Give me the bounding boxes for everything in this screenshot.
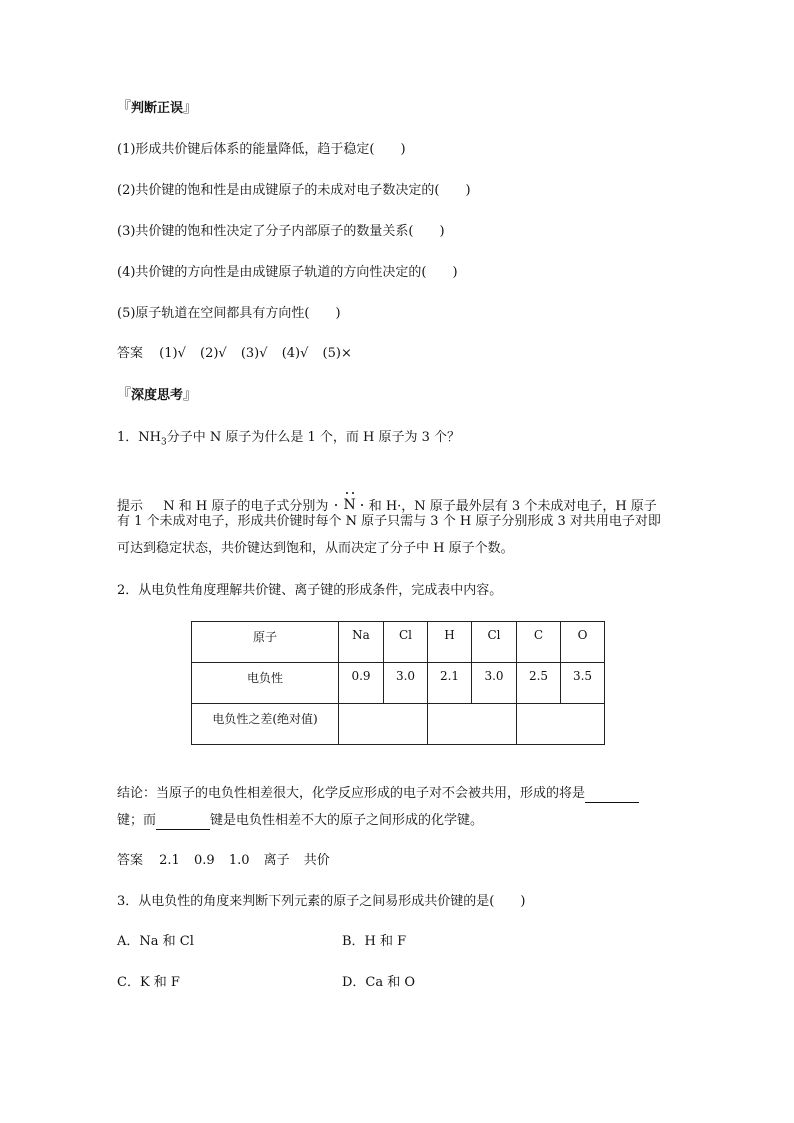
conclusion-line-1: 结论：当原子的电负性相差很大，化学反应形成的电子对不会被共用，形成的将是 — [117, 785, 639, 803]
hint-line-3: 可达到稳定状态，共价键达到饱和，从而决定了分子中 H 原子个数。 — [117, 541, 514, 556]
answer-item: (4)√ — [281, 346, 309, 361]
table-cell: 电负性之差(绝对值) — [192, 704, 339, 745]
conclusion-line-2: 键；而 键是电负性相差不大的原子之间形成的化学键。 — [117, 813, 484, 828]
option-c: C．K 和 F — [117, 975, 180, 990]
section-title-think: 『深度思考』 — [117, 387, 198, 403]
answer-item: 共价 — [303, 853, 330, 868]
table-cell: 3.0 — [472, 663, 517, 704]
judge-item-3: (3)共价键的饱和性决定了分子内部原子的数量关系( ) — [117, 224, 445, 239]
bracket-open: 『 — [117, 387, 131, 403]
answer-item: (1)√ — [159, 346, 186, 361]
fill-blank — [585, 788, 639, 803]
hint-line-2: 有 1 个未成对电子，形成共价键时每个 N 原子只需与 3 个 H 原子分别形成 3 对共用电子对即 — [117, 514, 661, 529]
table-row — [192, 663, 605, 704]
table-cell: 2.1 — [428, 663, 472, 704]
table-cell: 3.5 — [561, 663, 605, 704]
answer-item: (2)√ — [200, 346, 227, 361]
question-2: 2．从电负性角度理解共价键、离子键的形成条件，完成表中内容。 — [117, 583, 503, 598]
table-cell: Na — [339, 622, 384, 663]
judge-item-2: (2)共价键的饱和性是由成键原子的未成对电子数决定的( ) — [117, 183, 471, 198]
answer-item: 1.0 — [228, 853, 250, 868]
bracket-close: 』 — [183, 387, 198, 403]
judge-answer — [117, 345, 362, 363]
nitrogen-electron-formula: N — [333, 486, 365, 526]
electronegativity-table — [191, 621, 605, 745]
table-cell: C — [517, 622, 561, 663]
hint-line-1: 提示 N 和 H 原子的电子式分别为 N 和 H·，N 原子最外层有 3 个未成对电子，H 原子 — [117, 486, 657, 526]
answer-item: (3)√ — [240, 346, 268, 361]
judge-item-1: (1)形成共价键后体系的能量降低，趋于稳定( ) — [117, 142, 406, 157]
judge-item-5: (5)原子轨道在空间都具有方向性( ) — [117, 306, 341, 321]
answer-label: 答案 — [117, 853, 144, 868]
table-row — [192, 622, 605, 663]
table-row — [192, 704, 605, 745]
q2-answer — [117, 852, 340, 870]
table-cell: O — [561, 622, 605, 663]
question-3: 3．从电负性的角度来判断下列元素的原子之间易形成共价键的是( ) — [117, 894, 526, 909]
answer-item: 2.1 — [159, 853, 180, 868]
table-cell: Cl — [384, 622, 428, 663]
option-b: B．H 和 F — [342, 934, 407, 949]
judge-item-4: (4)共价键的方向性是由成键原子轨道的方向性决定的( ) — [117, 265, 458, 280]
bracket-close: 』 — [183, 100, 198, 116]
answer-item: 0.9 — [193, 853, 215, 868]
answer-item: 离子 — [263, 853, 290, 868]
table-cell: 0.9 — [339, 663, 384, 704]
table-cell-blank — [517, 704, 605, 745]
table-cell: H — [428, 622, 472, 663]
table-cell: 2.5 — [517, 663, 561, 704]
bracket-open: 『 — [117, 100, 131, 116]
fill-blank — [156, 815, 210, 830]
option-d: D．Ca 和 O — [342, 975, 416, 990]
table-cell: Cl — [472, 622, 517, 663]
option-a: A．Na 和 Cl — [117, 934, 194, 949]
answer-label: 答案 — [117, 346, 144, 361]
section-title-judge: 『判断正误』 — [117, 100, 198, 116]
answer-item: (5)× — [322, 346, 352, 361]
table-cell-blank — [339, 704, 428, 745]
question-1: 1．$NH_3$分子中 N 原子为什么是 1 个，而 H 原子为 3 个？ — [117, 430, 461, 448]
table-cell: 电负性 — [192, 663, 339, 704]
hint-label: 提示 — [117, 499, 144, 514]
table-cell-blank — [428, 704, 517, 745]
table-cell: 3.0 — [384, 663, 428, 704]
table-cell: 原子 — [192, 622, 339, 663]
